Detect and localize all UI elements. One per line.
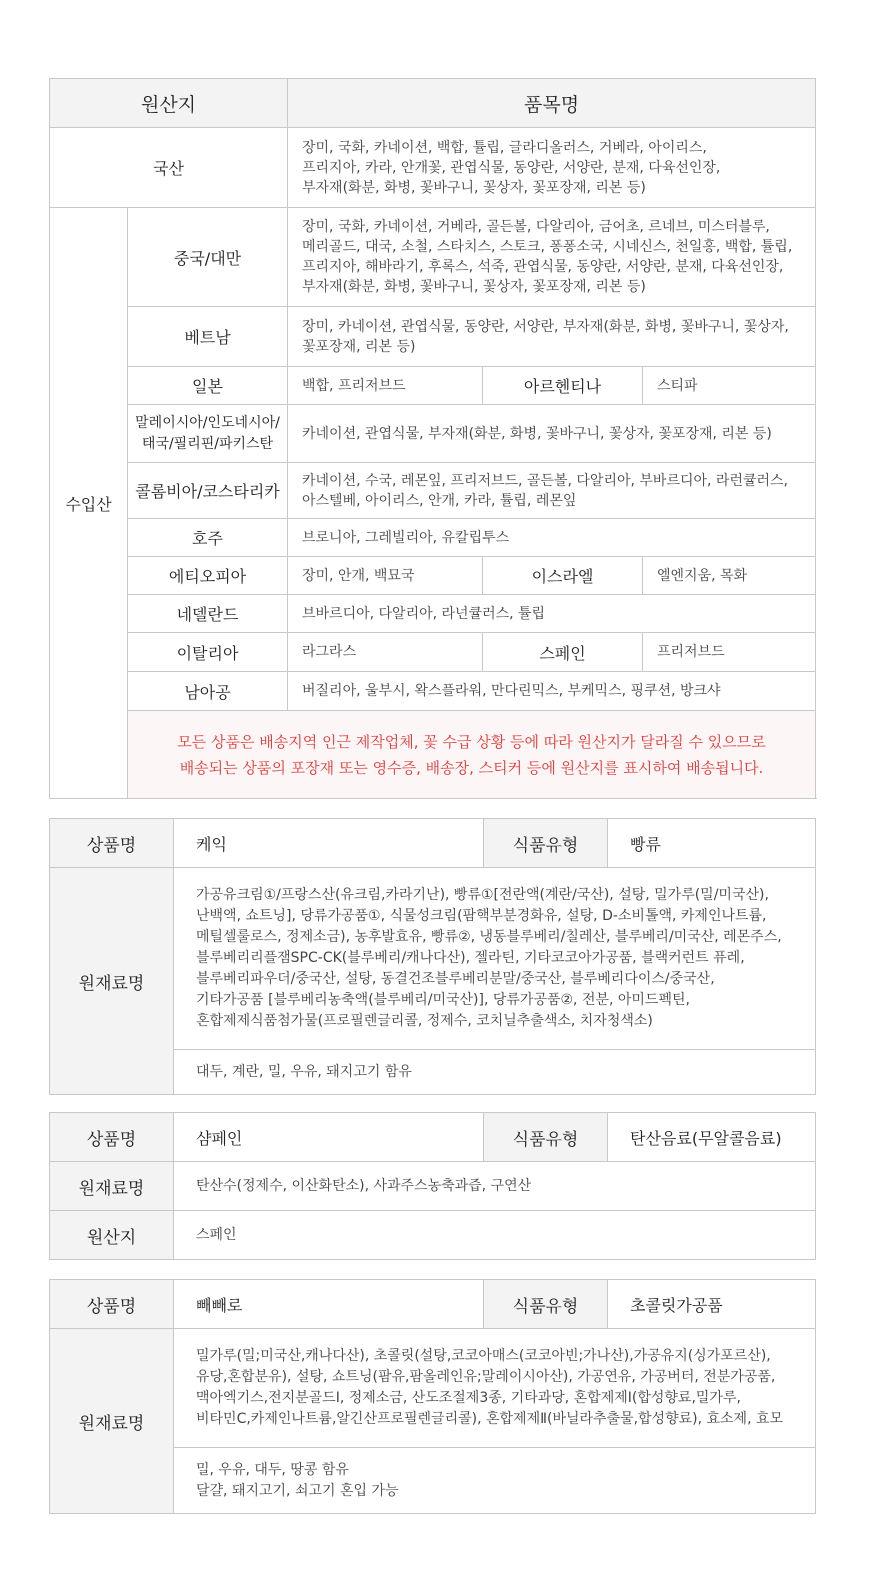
country-china: 중국/대만 (128, 208, 288, 307)
domestic-items: 장미, 국화, 카네이션, 백합, 튤립, 글라디올러스, 거베라, 아이리스, 프리지아, 카라, 안개꽃, 관엽식물, 동양란, 서양란, 분재, 다육선인장, 부자재(화분, 화병, 꽃바구니, 꽃상자, 꽃포장재, 리본 등) (288, 128, 816, 208)
country-italy: 이탈리아 (128, 633, 288, 672)
imported-label: 수입산 (50, 208, 128, 799)
champagne-ingredients: 탄산수(정제수, 이산화탄소), 사과주스농축과즙, 구연산 (174, 1162, 816, 1211)
pepero-allergens: 밀, 우유, 대두, 땅콩 함유 달걀, 돼지고기, 쇠고기 혼입 가능 (174, 1448, 816, 1514)
champagne-type-label: 식품유형 (484, 1113, 608, 1162)
items-australia: 브로니아, 그레빌리아, 유칼립투스 (288, 519, 816, 557)
origin-notice: 모든 상품은 배송지역 인근 제작업체, 꽃 수급 상황 등에 따라 원산지가 달라질 수 있으므로 배송되는 상품의 포장재 또는 영수증, 배송장, 스티커 등에 원산지를 표시하여 배송됩니다. (128, 711, 816, 799)
cake-allergens: 대두, 계란, 밀, 우유, 돼지고기 함유 (174, 1050, 816, 1095)
cake-info-table (49, 818, 816, 1095)
champagne-origin: 스페인 (174, 1211, 816, 1260)
pepero-info-table (49, 1279, 816, 1514)
cake-type: 빵류 (608, 819, 816, 868)
cake-type-label: 식품유형 (484, 819, 608, 868)
items-south-africa: 버질리아, 울부시, 왁스플라워, 만다린믹스, 부케믹스, 핑쿠션, 방크샤 (288, 672, 816, 711)
country-ethiopia: 에티오피아 (128, 557, 288, 595)
items-china: 장미, 국화, 카네이션, 거베라, 골든볼, 다알리아, 금어초, 르네브, 미스터블루, 메리골드, 대국, 소철, 스타치스, 스토크, 퐁퐁소국, 시네신스, 천일홍, 백합, 튤립, 프리지아, 해바라기, 후록스, 석죽, 관엽식물, 동양란, 서양란, 분재, 다육선인장, 부자재(화분, 화병, 꽃바구니, 꽃상자, 꽃포장재, 리본 등) (288, 208, 816, 307)
champagne-info-table (49, 1112, 816, 1260)
header-items: 품목명 (288, 79, 816, 128)
country-spain: 스페인 (483, 633, 643, 672)
pepero-ingredients: 밀가루(밀;미국산,캐나다산), 초콜릿(설탕,코코아매스(코코아빈;가나산),가공유지(싱가포르산), 유당,혼합분유), 설탕, 쇼트닝(팜유,팜올레인유;말레이시아산), 가공연유, 가공버터, 전분가공품, 맥아엑기스,전지분골드Ⅰ, 정제소금, 산도조절제3종, 기타과당, 혼합제제Ⅰ(합성향료,밀가루, 비타민C,카제인나트륨,알긴산프로필렌글리콜), 혼합제제Ⅱ(바닐라추출물,합성향료), 효소제, 효모 (174, 1329, 816, 1448)
country-netherlands: 네델란드 (128, 595, 288, 633)
country-israel: 이스라엘 (483, 557, 643, 595)
cake-ingredients: 가공유크림①/프랑스산(유크림,카라기난), 빵류①[전란액(계란/국산), 설탕, 밀가루(밀/미국산), 난백액, 쇼트닝], 당류가공품①, 식물성크림(팜핵부분경화유, 설탕, D-소비톨액, 카제인나트륨, 메틸셀룰로스, 정제소금), 농후발효유, 빵류②, 냉동블루베리/칠레산, 블루베리/미국산, 레몬주스, 블루베리리플잼SPC-CK(블루베리/캐나다산), 젤라틴, 기타코코아가공품, 블랙커런트 퓨레, 블루베리파우더/중국산, 설탕, 동결건조블루베리분말/중국산, 블루베리다이스/중국산, 기타가공품 [블루베리농축액(블루베리/미국산)], 당류가공품②, 전분, 아미드펙틴, 혼합제제식품첨가물(프로필렌글리콜, 정제수, 코치닐추출색소, 치자청색소) (174, 868, 816, 1050)
country-vietnam: 베트남 (128, 307, 288, 367)
country-australia: 호주 (128, 519, 288, 557)
pepero-name: 빼빼로 (174, 1280, 484, 1329)
items-japan: 백합, 프리저브드 (288, 367, 483, 405)
pepero-type-label: 식품유형 (484, 1280, 608, 1329)
country-japan: 일본 (128, 367, 288, 405)
pepero-type: 초콜릿가공품 (608, 1280, 816, 1329)
cake-name: 케익 (174, 819, 484, 868)
items-italy: 라그라스 (288, 633, 483, 672)
country-south-africa: 남아공 (128, 672, 288, 711)
header-origin: 원산지 (50, 79, 288, 128)
country-southeast-asia: 말레이시아/인도네시아/ 태국/필리핀/파키스탄 (128, 405, 288, 463)
items-spain: 프리저브드 (643, 633, 816, 672)
items-netherlands: 브바르디아, 다알리아, 라넌큘러스, 튤립 (288, 595, 816, 633)
cake-ingredients-label: 원재료명 (50, 868, 174, 1095)
items-argentina: 스티파 (643, 367, 816, 405)
country-argentina: 아르헨티나 (483, 367, 643, 405)
items-israel: 엘엔지움, 목화 (643, 557, 816, 595)
champagne-name: 샴페인 (174, 1113, 484, 1162)
origin-table (49, 78, 816, 799)
items-ethiopia: 장미, 안개, 백묘국 (288, 557, 483, 595)
cake-name-label: 상품명 (50, 819, 174, 868)
pepero-ingredients-label: 원재료명 (50, 1329, 174, 1514)
domestic-label: 국산 (50, 128, 288, 208)
items-colombia: 카네이션, 수국, 레몬잎, 프리저브드, 골든볼, 다알리아, 부바르디아, 라런큘러스, 아스텔베, 아이리스, 안개, 카라, 튤립, 레몬잎 (288, 463, 816, 519)
pepero-name-label: 상품명 (50, 1280, 174, 1329)
items-southeast-asia: 카네이션, 관엽식물, 부자재(화분, 화병, 꽃바구니, 꽃상자, 꽃포장재, 리본 등) (288, 405, 816, 463)
champagne-ingredients-label: 원재료명 (50, 1162, 174, 1211)
champagne-type: 탄산음료(무알콜음료) (608, 1113, 816, 1162)
champagne-name-label: 상품명 (50, 1113, 174, 1162)
champagne-origin-label: 원산지 (50, 1211, 174, 1260)
items-vietnam: 장미, 카네이션, 관엽식물, 동양란, 서양란, 부자재(화분, 화병, 꽃바구니, 꽃상자, 꽃포장재, 리본 등) (288, 307, 816, 367)
country-colombia: 콜롬비아/코스타리카 (128, 463, 288, 519)
